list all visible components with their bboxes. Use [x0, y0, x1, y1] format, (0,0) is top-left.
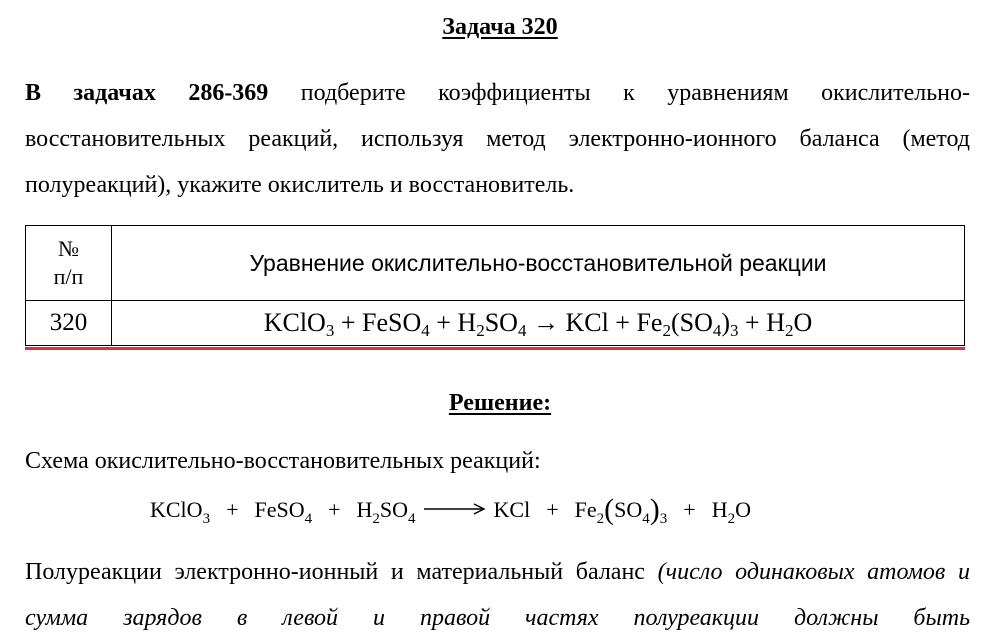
eq-plus: +: [226, 497, 239, 522]
eq-subscript: 4: [421, 321, 430, 340]
intro-text: подберите коэффициенты к уравнениям окислительно-восстановительных реакций, используя метод электронно-ионного баланса (метод полуреакций), укажите окислитель и восстановитель.: [25, 80, 970, 198]
eq-part: H: [356, 497, 373, 522]
row-equation-cell: [112, 301, 965, 346]
eq-subscript: 3: [325, 321, 335, 340]
eq-part: O: [793, 308, 813, 337]
eq-subscript: 3: [730, 321, 739, 340]
eq-subscript: 4: [517, 321, 527, 340]
eq-part: + H: [429, 308, 477, 337]
solution-title: Решение:: [448, 390, 552, 416]
eq-subscript: 2: [785, 321, 794, 340]
eq-plus: +: [683, 497, 696, 522]
eq-part: + H: [738, 308, 785, 337]
header-number-cell: [26, 226, 112, 301]
eq-subscript: 2: [662, 321, 671, 340]
task-title: Задача 320: [442, 14, 558, 40]
eq-part: KClO: [263, 308, 326, 337]
eq-part: + FeSO: [334, 308, 422, 337]
table-row: [26, 301, 965, 346]
eq-part: KCl: [493, 497, 531, 522]
eq-part: O: [735, 497, 751, 522]
eq-plus: +: [546, 497, 559, 522]
eq-part: FeSO: [254, 497, 305, 522]
scheme-equation: [150, 492, 751, 528]
eq-subscript: 4: [408, 511, 416, 527]
eq-subscript: 2: [372, 511, 380, 527]
header-equation-cell: Уравнение окислительно-восстановительной реакции: [112, 226, 965, 301]
intro-paragraph: [25, 70, 970, 208]
eq-part: (SO: [670, 308, 713, 337]
eq-arrow: →: [526, 308, 566, 337]
eq-subscript: 3: [659, 511, 668, 527]
table-header-row: [26, 226, 965, 301]
row-number-cell: 320: [26, 301, 112, 346]
eq-plus: +: [328, 497, 341, 522]
eq-paren: (: [604, 493, 615, 526]
long-arrow-icon: [424, 503, 486, 515]
scheme-label: Схема окислительно-восстановительных реакций:: [25, 448, 541, 474]
eq-subscript: 2: [596, 511, 605, 527]
eq-subscript: 2: [476, 321, 485, 340]
eq-part: SO: [614, 497, 643, 522]
halfreaction-text: Полуреакции электронно-ионный и материальный баланс: [25, 559, 658, 585]
eq-paren: ): [649, 493, 660, 526]
eq-subscript: 3: [202, 511, 211, 527]
eq-part: KCl + Fe: [565, 308, 663, 337]
eq-part: Fe: [574, 497, 597, 522]
header-number-label: п/п: [53, 264, 84, 289]
eq-subscript: 4: [642, 511, 650, 527]
halfreaction-paragraph: [25, 549, 970, 641]
eq-part: SO: [484, 308, 518, 337]
eq-part: ): [721, 308, 731, 337]
red-underline: [25, 347, 965, 350]
intro-bold-lead: В задачах 286-369: [25, 80, 269, 106]
eq-subscript: 4: [712, 321, 722, 340]
header-number-sign: №: [58, 236, 79, 261]
eq-part: KClO: [150, 497, 203, 522]
eq-subscript: 2: [727, 511, 736, 527]
eq-subscript: 4: [304, 511, 313, 527]
eq-part: SO: [379, 497, 409, 522]
task-table: [25, 225, 965, 346]
halfreaction-italic: (число одинаковых атомов и сумма зарядов в левой и правой частях полуреакции должны быть: [25, 559, 971, 631]
eq-part: H: [711, 497, 728, 522]
